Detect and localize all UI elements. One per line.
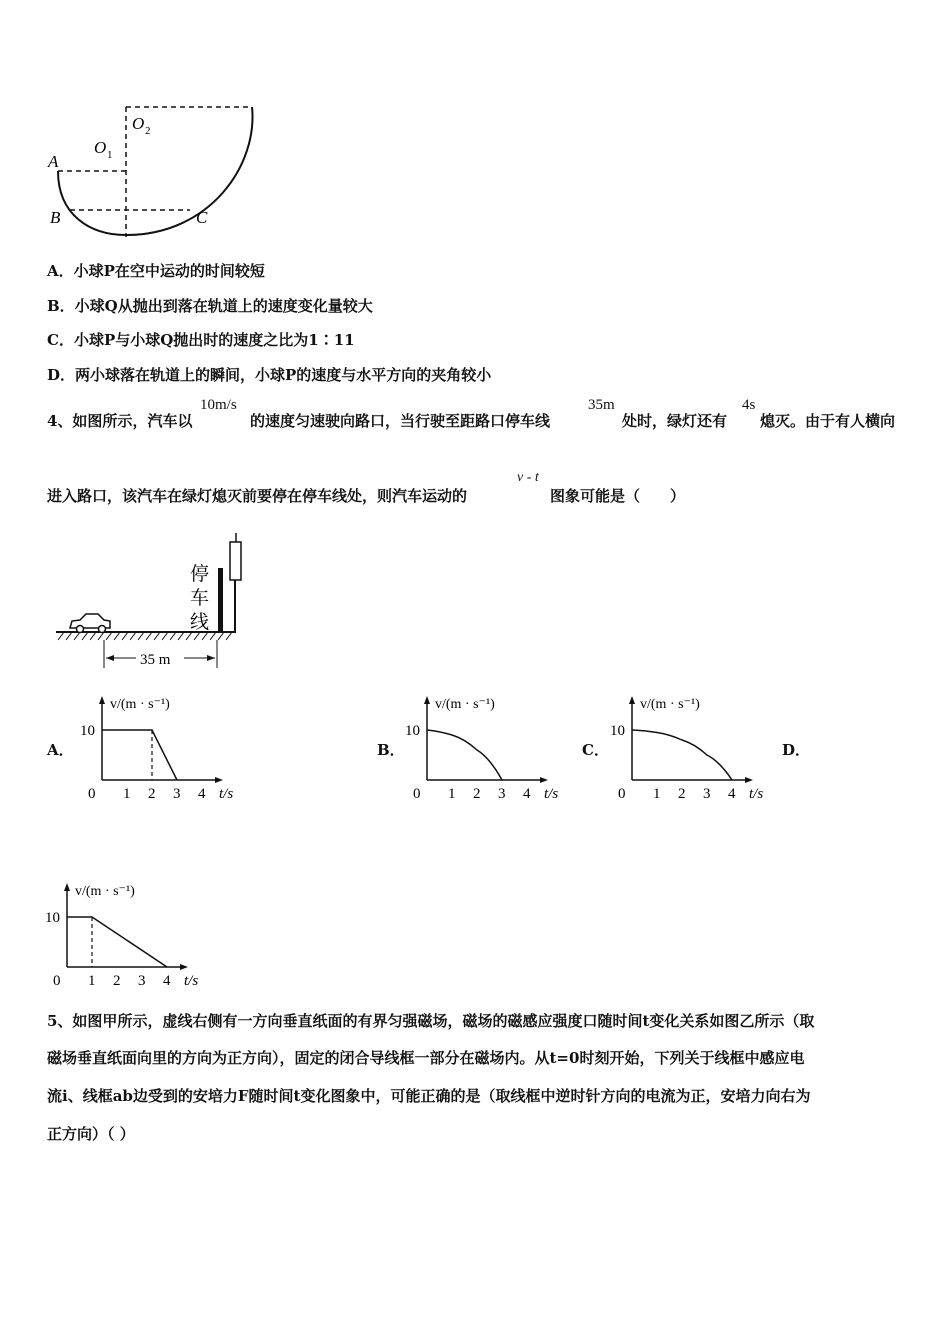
vt-graph-b — [405, 688, 565, 808]
track-figure — [40, 95, 280, 245]
q4-line2-a: 进入路口，该汽车在绿灯熄灭前要停在停车线处，则汽车运动的 — [47, 487, 468, 505]
label-O1-sub: 1 — [107, 149, 113, 161]
tick-label: 4 — [523, 786, 531, 802]
q4-line1-b: 的速度匀速驶向路口，当行驶至距路口停车线 — [250, 412, 551, 430]
tick-label: 0 — [88, 786, 96, 802]
stop-line-char-3: 线 — [190, 612, 210, 633]
q4-vt: v - t — [517, 470, 539, 485]
distance-label: 35 m — [140, 652, 171, 668]
vt-graph-d — [45, 875, 205, 995]
t-axis-label: t/s — [749, 786, 764, 802]
car-icon — [70, 614, 110, 633]
velocity-curve — [67, 917, 167, 967]
q5-line2: 磁场垂直纸面向里的方向为正方向），固定的闭合导线框一部分在磁场内。从t=0时刻开始，下列关于线框中感应电 — [47, 1049, 805, 1067]
graph-b-label: B． — [377, 741, 405, 759]
v-axis-arrow — [424, 696, 430, 704]
stop-line-char-1: 停 — [190, 564, 210, 585]
q5-line4: 正方向）（ ） — [47, 1125, 135, 1143]
tick-label: 4 — [198, 786, 206, 802]
tick-label: 1 — [123, 786, 131, 802]
velocity-curve — [632, 730, 732, 780]
tick-label: 2 — [473, 786, 481, 802]
tick-label: 0 — [618, 786, 626, 802]
tick-label: 2 — [113, 973, 121, 989]
tick-label: 3 — [138, 973, 146, 989]
q4-line1-d: 熄灭。由于有人横向 — [760, 412, 896, 430]
v0-label: 10 — [80, 723, 95, 739]
t-axis-label: t/s — [544, 786, 559, 802]
q5-line1: 5、如图甲所示，虚线右侧有一方向垂直纸面的有界匀强磁场，磁场的磁感应强度口随时间t变化关系如图乙所示（取 — [47, 1012, 815, 1030]
v0-label: 10 — [45, 910, 60, 926]
q4-speed: 10m/s — [200, 397, 237, 413]
tick-label: 2 — [678, 786, 686, 802]
label-O1: O — [94, 138, 107, 157]
tick-label: 0 — [413, 786, 421, 802]
v-axis-label: v/(m · s⁻¹) — [75, 884, 135, 899]
t-axis-arrow — [215, 777, 223, 783]
v0-label: 10 — [610, 723, 625, 739]
label-B: B — [50, 208, 61, 227]
velocity-curve — [102, 730, 177, 780]
v-axis-label: v/(m · s⁻¹) — [110, 697, 170, 712]
t-axis-arrow — [540, 777, 548, 783]
v-axis-label: v/(m · s⁻¹) — [435, 697, 495, 712]
car-scene — [48, 528, 248, 673]
q4-line1-a: 4、如图所示，汽车以 — [47, 412, 193, 430]
stop-line-char-2: 车 — [190, 588, 210, 609]
q4-distance: 35m — [588, 397, 615, 413]
tick-label: 1 — [448, 786, 456, 802]
t-axis-arrow — [745, 777, 753, 783]
v-axis-arrow — [99, 696, 105, 704]
velocity-curve — [427, 730, 502, 780]
q3-option-b: B．小球Q从抛出到落在轨道上的速度变化量较大 — [47, 297, 373, 315]
tick-label: 3 — [703, 786, 711, 802]
graph-d-label: D． — [782, 741, 811, 759]
vt-graph-a — [80, 688, 240, 808]
tick-label: 4 — [163, 973, 171, 989]
label-O2-sub: 2 — [145, 125, 151, 137]
t-axis-label: t/s — [219, 786, 234, 802]
q3-option-a: A．小球P在空中运动的时间较短 — [47, 262, 265, 280]
vt-graph-c — [610, 688, 770, 808]
t-axis-arrow — [180, 964, 188, 970]
graph-a-label: A． — [47, 741, 74, 759]
q3-option-d: D．两小球落在轨道上的瞬间，小球P的速度与水平方向的夹角较小 — [47, 366, 492, 384]
tick-label: 3 — [173, 786, 181, 802]
tick-label: 4 — [728, 786, 736, 802]
tick-label: 1 — [653, 786, 661, 802]
t-axis-label: t/s — [184, 973, 199, 989]
label-O2: O — [132, 114, 145, 133]
tick-label: 1 — [88, 973, 96, 989]
v-axis-arrow — [629, 696, 635, 704]
q4-line1-c: 处时，绿灯还有 — [622, 412, 728, 430]
label-C: C — [196, 208, 208, 227]
tick-label: 2 — [148, 786, 156, 802]
q4-time: 4s — [742, 397, 756, 413]
tick-label: 0 — [53, 973, 61, 989]
q3-option-c: C．小球P与小球Q抛出时的速度之比为1∶11 — [47, 331, 355, 349]
v-axis-arrow — [64, 883, 70, 891]
q5-line3: 流i、线框ab边受到的安培力F随时间t变化图象中，可能正确的是（取线框中逆时针方向的电流为正，安培力向右为 — [47, 1087, 811, 1105]
label-A: A — [48, 152, 59, 171]
graph-c-label: C． — [582, 741, 609, 759]
v-axis-label: v/(m · s⁻¹) — [640, 697, 700, 712]
v0-label: 10 — [405, 723, 420, 739]
q4-line2-b: 图象可能是（ ） — [550, 487, 686, 505]
tick-label: 3 — [498, 786, 506, 802]
